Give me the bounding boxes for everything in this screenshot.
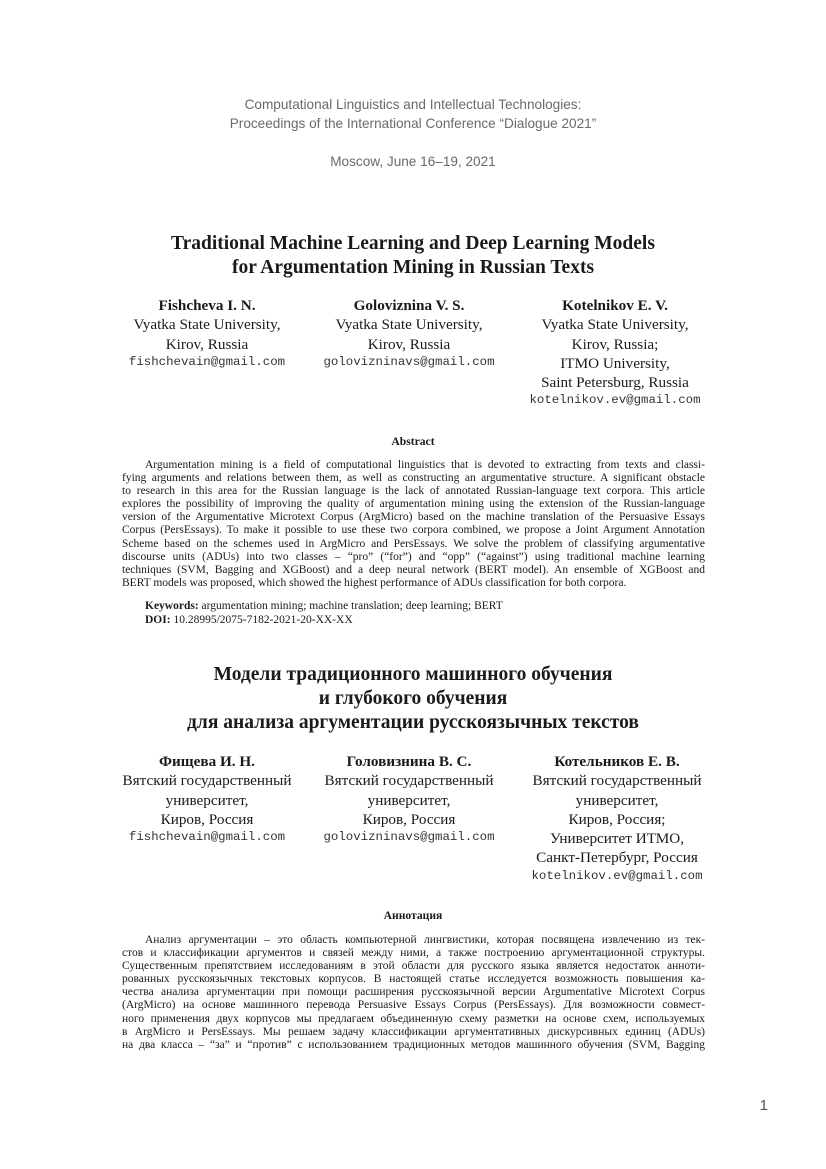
title-ru-line-3: для анализа аргументации русскоязычных текстов (187, 712, 639, 733)
abstract-line: в ArgMicro и PersEssays. Мы решаем задачу классификации аргументативных дискурсивных единиц (ADUs) (122, 1025, 705, 1038)
author-ru-2 (298, 752, 520, 846)
page-number: 1 (759, 1097, 768, 1114)
paper-title-en (0, 232, 826, 280)
author-email: kotelnikov.ev@gmail.com (529, 393, 701, 408)
author-affiliation: Vyatka State University, (133, 316, 281, 334)
author-affiliation: Vyatka State University, (335, 316, 483, 334)
abstract-line: techniques (SVM, Bagging and XGBoost) and a deep neural network (BERT model). An ensemble of XGBoost and (122, 563, 705, 576)
title-en-line-2: for Argumentation Mining in Russian Texts (231, 257, 595, 278)
author-affiliation: Университет ИТМО, (549, 830, 685, 848)
doi-label: DOI: (145, 614, 171, 626)
abstract-line: стов и классификации аргументов и связей между ними, а также построению аргументационной структуры. (122, 947, 705, 960)
author-affiliation: Киров, Россия (160, 810, 254, 828)
author-email: kotelnikov.ev@gmail.com (531, 868, 703, 883)
title-en-line-1: Traditional Machine Learning and Deep Learning Models (171, 233, 655, 254)
abstract-line: Corpus (PersEssays). To make it possible to use these two corpora combined, we propose a Joint Argument Annotation (122, 524, 705, 537)
author-en-2 (298, 296, 520, 371)
doi-value: 10.28995/2075-7182-2021-20-XX-XX (173, 614, 353, 626)
keywords-value: argumentation mining; machine translation; deep learning; BERT (201, 600, 503, 612)
author-affiliation: университет, (367, 791, 451, 809)
author-email: golovizninavs@gmail.com (323, 830, 495, 845)
author-affiliation: университет, (575, 791, 659, 809)
abstract-line: BERT models was proposed, which showed the highest performance of ADUs classification for both corpora. (122, 576, 627, 589)
conference-date: Moscow, June 16–19, 2021 (330, 154, 496, 169)
title-ru-line-2: и глубокого обучения (318, 688, 508, 709)
author-ru-3 (504, 752, 730, 885)
author-en-3 (504, 296, 726, 409)
author-affiliation: Kirov, Russia (165, 335, 249, 353)
abstract-line: fying arguments and relations between them, as well as constructing an argumentative structure. A significant obstacle (122, 472, 705, 485)
conference-line-2: Proceedings of the International Conference “Dialogue 2021” (229, 116, 597, 131)
abstract-line: Argumentation mining is a field of computational linguistics that is devoted to extracting from texts and classi- (145, 459, 705, 471)
author-affiliation: Санкт-Петербург, Россия (536, 849, 698, 867)
author-affiliation: Вятский государственный (122, 772, 292, 790)
author-ru-1 (97, 752, 317, 846)
abstract-text-ru (122, 934, 705, 1052)
author-affiliation: Kirov, Russia; (571, 335, 659, 353)
title-ru-line-1: Модели традиционного машинного обучения (213, 664, 613, 685)
doi (145, 613, 353, 627)
conference-header (0, 95, 826, 171)
author-affiliation: Vyatka State University, (541, 316, 689, 334)
author-name: Головизнина В. С. (346, 753, 472, 770)
abstract-line: на два класса – “за” и “против” с использованием традиционных методов машинного обучения (SVM, Bagging (122, 1038, 705, 1051)
abstract-line: to research in this area for the Russian language is the lack of annotated Russian-language text corpora. This article (122, 485, 705, 498)
author-affiliation: университет, (165, 791, 249, 809)
abstract-text-en (122, 459, 705, 590)
author-en-1 (97, 296, 317, 371)
author-email: fishchevain@gmail.com (128, 830, 286, 845)
author-affiliation: Kirov, Russia (367, 335, 451, 353)
paper-title-ru (0, 663, 826, 735)
author-name: Goloviznina V. S. (353, 297, 465, 314)
abstract-line: (ArgMicro) на основе машинного перевода Persuasive Essays Corpus (PersEssays). Для возможности совмест- (122, 999, 705, 1012)
abstract-line: ного применения двух корпусов мы предлагаем объединенную схему разметки на основе схем, используемых (122, 1012, 705, 1025)
author-name: Kotelnikov E. V. (562, 297, 668, 314)
author-affiliation: Киров, Россия; (568, 810, 666, 828)
conference-line-1: Computational Linguistics and Intellectual Technologies: (244, 97, 582, 112)
keywords-label: Keywords: (145, 600, 199, 612)
author-email: golovizninavs@gmail.com (323, 354, 495, 369)
abstract-line: чества анализа аргументации при помощи расширения русскоязычной версии Argumentative Microtext Corpus (122, 986, 705, 999)
author-affiliation: Вятский государственный (532, 772, 702, 790)
abstract-line: Scheme based on the schemes used in ArgMicro and PersEssays. We solve the problem of classifying argumentative (122, 537, 705, 550)
abstract-heading: Abstract (391, 435, 435, 448)
abstract-heading-ru: Аннотация (383, 909, 443, 922)
abstract-line: рованных русскоязычных текстовых корпусов. В настоящей статье исследуется возможность повышения ка- (122, 973, 705, 986)
abstract-line: Анализ аргументации – это область компьютерной лингвистики, которая посвящена извлечению из тек- (145, 934, 705, 946)
author-name: Fishcheva I. N. (158, 297, 256, 314)
abstract-line: discourse units (ADUs) into two classes – “pro” (“for”) and “opp” (“against”) using traditional machine learning (122, 550, 705, 563)
author-affiliation: Киров, Россия (362, 810, 456, 828)
author-affiliation: Saint Petersburg, Russia (541, 374, 689, 392)
author-affiliation: Вятский государственный (324, 772, 494, 790)
abstract-line: Существенным препятствием исследованиям в этой области для русского языка является недостаток анноти- (122, 960, 705, 973)
author-name: Фищева И. Н. (159, 753, 255, 770)
abstract-line: explores the possibility of improving the quality of argumentation mining using the extension of the Russian-language (122, 498, 705, 511)
keywords (145, 599, 503, 613)
abstract-line: version of the Argumentative Microtext Corpus (ArgMicro) based on the machine translation of the Persuasive Essays (122, 511, 705, 524)
author-affiliation: ITMO University, (560, 354, 670, 372)
author-name: Котельников Е. В. (554, 753, 680, 770)
author-email: fishchevain@gmail.com (128, 354, 286, 369)
